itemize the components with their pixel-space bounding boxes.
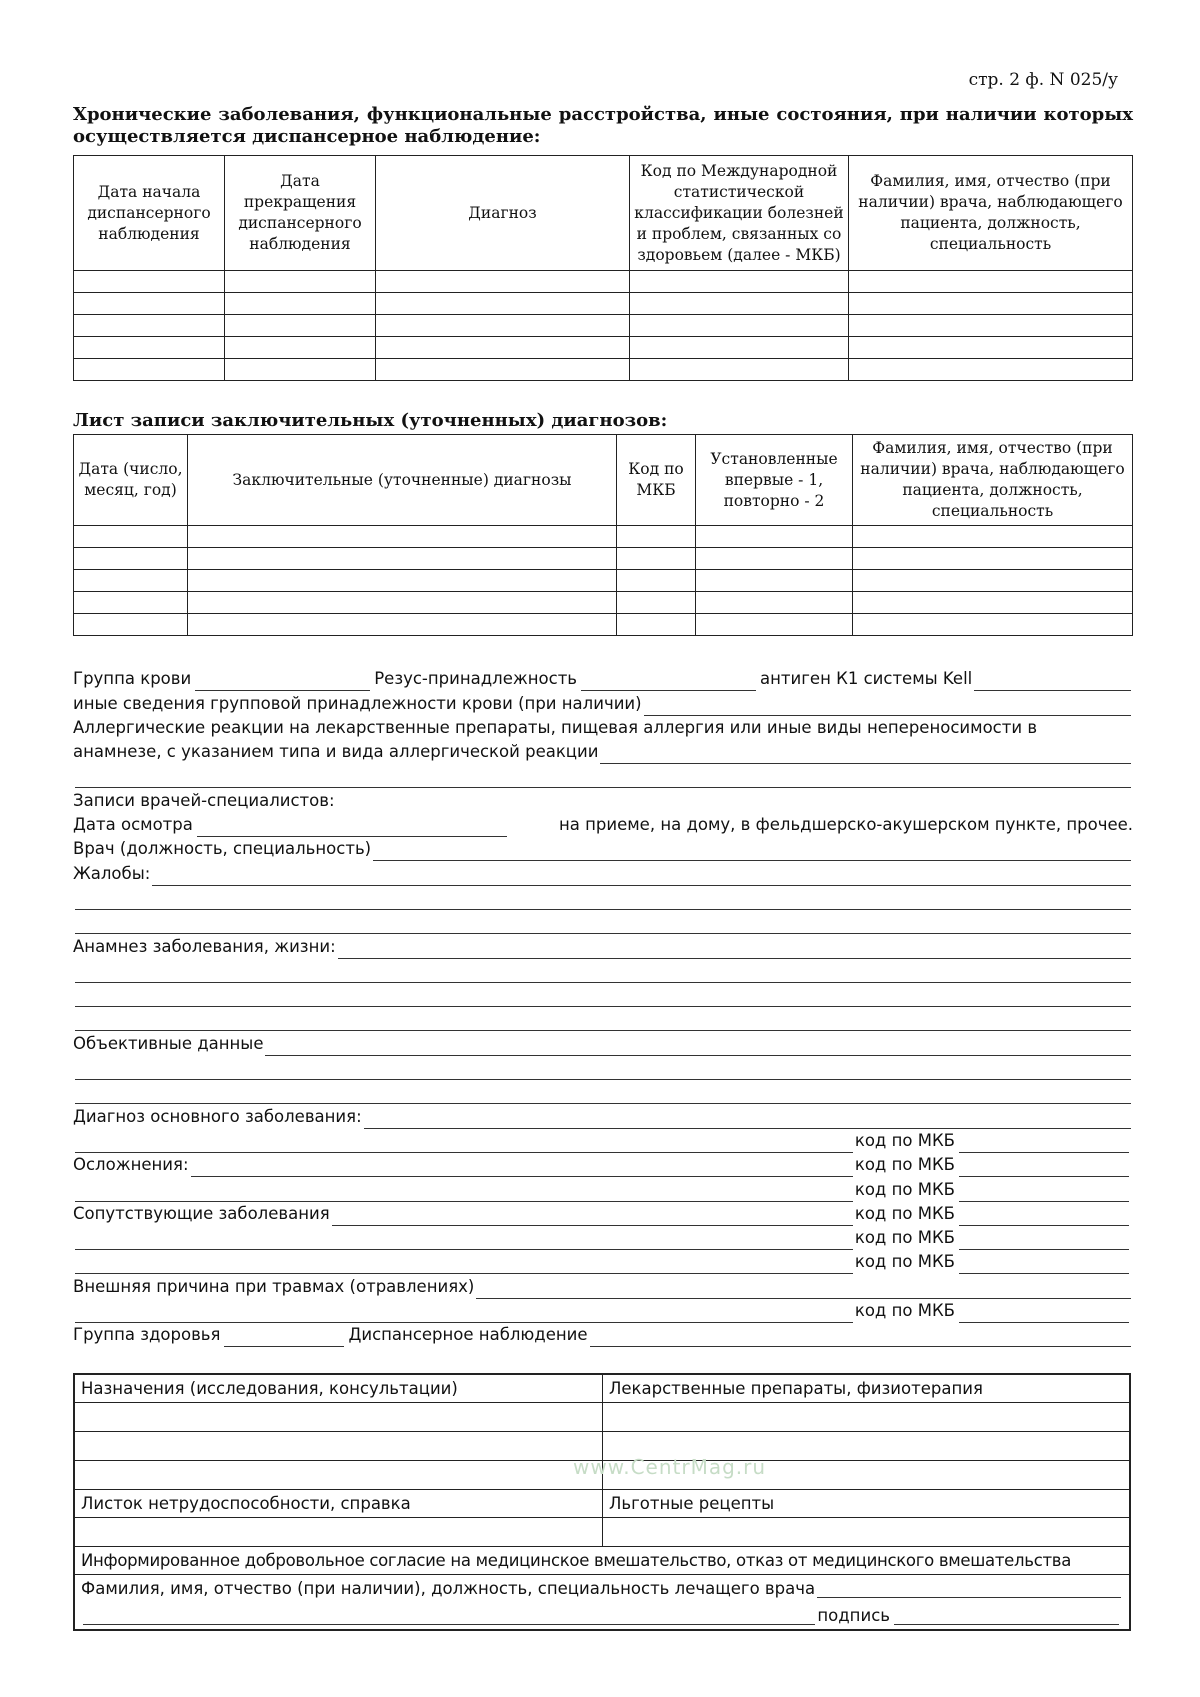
concomitant-field-3[interactable] <box>75 1256 853 1274</box>
attending-label: Фамилия, имя, отчество (при наличии), должность, специальность лечащего врача <box>81 1579 816 1598</box>
specialists-label: Записи врачей-специалистов: <box>73 790 335 810</box>
table-row[interactable] <box>74 293 1133 315</box>
main-diagnosis-label: Диагноз основного заболевания: <box>73 1106 362 1126</box>
allergy-field[interactable] <box>600 746 1131 764</box>
col-doctor: Фамилия, имя, отчество (при наличии) врача, наблюдающего пациента, должность, специальность <box>853 435 1133 526</box>
complications-field[interactable] <box>191 1159 853 1177</box>
final-diagnoses-table <box>73 434 1133 636</box>
table-row[interactable] <box>74 337 1133 359</box>
blood-group-field[interactable] <box>195 673 370 691</box>
chronic-diseases-title: Хронические заболевания, функциональные расстройства, иные состояния, при наличии которых осуществляется диспансерное наблюдение: <box>73 104 1133 147</box>
watermark: www.CentrMag.ru <box>573 1455 767 1479</box>
anamnesis-field-4[interactable] <box>75 1013 1131 1031</box>
anamnesis-field-3[interactable] <box>75 989 1131 1007</box>
sick-leave-cell[interactable] <box>74 1518 603 1547</box>
blood-group-label: Группа крови <box>73 669 192 689</box>
allergy-field-2[interactable] <box>75 770 1131 788</box>
anamnesis-label: Анамнез заболевания, жизни: <box>73 936 336 956</box>
health-group-field[interactable] <box>224 1329 344 1347</box>
blood-line <box>73 667 1133 691</box>
col-doctor: Фамилия, имя, отчество (при наличии) врача, наблюдающего пациента, должность, специальность <box>849 156 1133 271</box>
concomitant-label: Сопутствующие заболевания <box>73 1203 330 1223</box>
col-date: Дата (число, месяц, год) <box>74 435 188 526</box>
col-icd-code: Код по Международной статистической классификации болезней и проблем, связанных со здоровьем (далее - МКБ) <box>630 156 849 271</box>
external-cause-label: Внешняя причина при травмах (отравлениях) <box>73 1276 475 1296</box>
table-row[interactable] <box>74 271 1133 293</box>
attending-field-2[interactable] <box>83 1607 815 1625</box>
col-icd: Код по МКБ <box>617 435 696 526</box>
icd-code-label: код по МКБ <box>854 1203 955 1223</box>
icd-code-label: код по МКБ <box>854 1228 955 1248</box>
col-diagnosis: Диагноз <box>376 156 630 271</box>
icd-code-field[interactable] <box>959 1135 1129 1153</box>
table-row[interactable] <box>74 359 1133 381</box>
icd-code-field[interactable] <box>959 1184 1129 1202</box>
anamnesis-field[interactable] <box>338 941 1131 959</box>
anamnesis-field-2[interactable] <box>75 965 1131 983</box>
appointments-cell[interactable] <box>74 1403 603 1432</box>
objective-field[interactable] <box>265 1038 1131 1056</box>
complaints-field[interactable] <box>152 868 1131 886</box>
exam-date-field[interactable] <box>197 819 507 837</box>
final-diagnoses-title: Лист записи заключительных (уточненных) диагнозов: <box>73 410 668 431</box>
page-reference: стр. 2 ф. N 025/у <box>968 70 1118 90</box>
icd-code-field[interactable] <box>959 1159 1129 1177</box>
table-row[interactable] <box>74 614 1133 636</box>
appointments-cell[interactable] <box>74 1461 603 1490</box>
external-cause-field[interactable] <box>476 1281 1131 1299</box>
icd-code-label: код по МКБ <box>854 1155 955 1175</box>
concomitant-field[interactable] <box>332 1208 853 1226</box>
col-end-date: Дата прекращения диспансерного наблюдения <box>225 156 376 271</box>
chronic-diseases-table <box>73 155 1133 381</box>
health-group-label: Группа здоровья <box>73 1325 221 1345</box>
appointments-header: Назначения (исследования, консультации) <box>74 1374 603 1403</box>
rhesus-field[interactable] <box>581 673 756 691</box>
icd-code-label: код по МКБ <box>854 1179 955 1199</box>
consent-row: Информированное добровольное согласие на медицинское вмешательство, отказ от медицинского вмешательства <box>74 1547 1130 1575</box>
allergy-label: Аллергические реакции на лекарственные препараты, пищевая аллергия или иные виды непереносимости в <box>73 717 1038 737</box>
doctor-label: Врач (должность, специальность) <box>73 839 372 859</box>
signature-field[interactable] <box>894 1607 1119 1625</box>
drugs-header: Лекарственные препараты, физиотерапия <box>603 1374 1131 1403</box>
icd-code-field[interactable] <box>959 1305 1129 1323</box>
dispensary-field[interactable] <box>590 1329 1131 1347</box>
other-blood-field[interactable] <box>644 698 1131 716</box>
sick-leave-header: Листок нетрудоспособности, справка <box>74 1490 603 1518</box>
complaints-field-2[interactable] <box>75 892 1131 910</box>
prescriptions-cell[interactable] <box>603 1518 1131 1547</box>
prescriptions-header: Льготные рецепты <box>603 1490 1131 1518</box>
col-start-date: Дата начала диспансерного наблюдения <box>74 156 225 271</box>
table-row[interactable] <box>74 315 1133 337</box>
exam-place-label: на приеме, на дому, в фельдшерско-акушерском пункте, прочее. <box>558 815 1133 835</box>
table-row[interactable] <box>74 592 1133 614</box>
kell-field[interactable] <box>974 673 1131 691</box>
icd-code-label: код по МКБ <box>854 1301 955 1321</box>
objective-label: Объективные данные <box>73 1033 264 1053</box>
attending-field[interactable] <box>817 1580 1121 1598</box>
main-diagnosis-field-2[interactable] <box>75 1135 853 1153</box>
drugs-cell[interactable] <box>603 1403 1131 1432</box>
icd-code-label: код по МКБ <box>854 1130 955 1150</box>
objective-field-3[interactable] <box>75 1086 1131 1104</box>
icd-code-field[interactable] <box>959 1208 1129 1226</box>
doctor-field[interactable] <box>373 843 1131 861</box>
concomitant-field-2[interactable] <box>75 1232 853 1250</box>
table-row[interactable] <box>74 548 1133 570</box>
signature-label: подпись <box>817 1606 890 1625</box>
complaints-field-3[interactable] <box>75 916 1131 934</box>
objective-field-2[interactable] <box>75 1062 1131 1080</box>
table-row[interactable] <box>74 526 1133 548</box>
other-blood-label: иные сведения групповой принадлежности крови (при наличии) <box>73 693 642 713</box>
col-first-repeat: Установленные впервые - 1, повторно - 2 <box>696 435 853 526</box>
icd-code-field[interactable] <box>959 1232 1129 1250</box>
icd-code-field[interactable] <box>959 1256 1129 1274</box>
rhesus-label: Резус-принадлежность <box>374 669 578 689</box>
col-final-diagnoses: Заключительные (уточненные) диагнозы <box>188 435 617 526</box>
main-diagnosis-field[interactable] <box>364 1111 1131 1129</box>
complaints-label: Жалобы: <box>73 863 151 883</box>
table-row[interactable] <box>74 570 1133 592</box>
complications-field-2[interactable] <box>75 1184 853 1202</box>
icd-code-label: код по МКБ <box>854 1252 955 1272</box>
form-fields <box>73 667 1133 1347</box>
complications-label: Осложнения: <box>73 1155 189 1175</box>
allergy-label-2: анамнезе, с указанием типа и вида аллергической реакции <box>73 742 599 762</box>
appointments-table <box>73 1373 1131 1631</box>
kell-label: антиген К1 системы Kell <box>760 669 973 689</box>
dispensary-label: Диспансерное наблюдение <box>348 1325 588 1345</box>
exam-date-label: Дата осмотра <box>73 815 193 835</box>
appointments-cell[interactable] <box>74 1432 603 1461</box>
external-cause-field-2[interactable] <box>75 1305 853 1323</box>
